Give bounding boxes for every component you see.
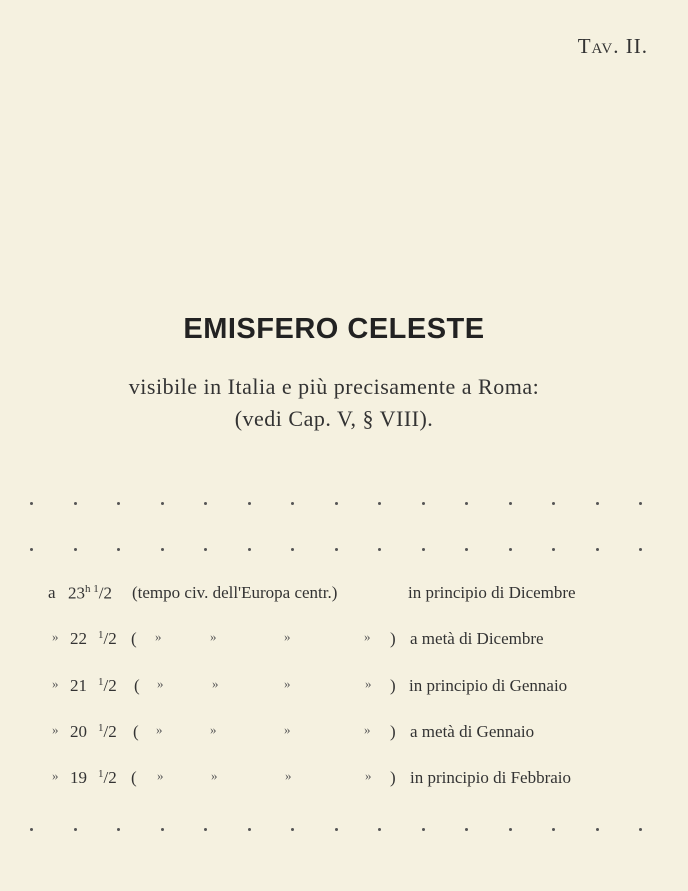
row-fraction: $^1$ /2 bbox=[98, 629, 117, 648]
row-prefix: » bbox=[52, 722, 59, 737]
table-row bbox=[0, 676, 688, 702]
open-paren: ( bbox=[133, 722, 139, 741]
open-paren: ( bbox=[131, 768, 137, 787]
ditto-mark: » bbox=[284, 676, 291, 691]
row-fraction: $^1$ /2 bbox=[98, 722, 117, 741]
page-title: EMISFERO CELESTE bbox=[183, 313, 485, 345]
ditto-mark: » bbox=[212, 676, 219, 691]
close-paren: ) bbox=[390, 722, 396, 741]
table-row bbox=[0, 629, 688, 655]
row-when: a metà di Dicembre bbox=[410, 629, 544, 648]
plate-label: Tav. II. bbox=[577, 34, 648, 58]
table-row bbox=[0, 583, 688, 609]
row-when: a metà di Gennaio bbox=[410, 722, 535, 741]
row-hour: 19 bbox=[70, 768, 87, 787]
close-paren: ) bbox=[390, 768, 396, 787]
ditto-mark: » bbox=[157, 676, 164, 691]
ditto-mark: » bbox=[364, 722, 371, 737]
row-when: in principio di Dicembre bbox=[408, 583, 576, 602]
row-hour: 22 bbox=[70, 629, 87, 648]
open-paren: ( bbox=[131, 629, 137, 648]
row-prefix: » bbox=[52, 629, 59, 644]
ditto-mark: » bbox=[285, 768, 292, 783]
dotted-rule-3 bbox=[30, 828, 642, 831]
row-when: in principio di Febbraio bbox=[410, 768, 572, 787]
ditto-mark: » bbox=[364, 629, 371, 644]
ditto-mark: » bbox=[211, 768, 218, 783]
row-hour: 21 bbox=[70, 676, 87, 695]
open-paren: ( bbox=[134, 676, 140, 695]
row-prefix: a bbox=[48, 583, 56, 602]
row-fraction: $^1$ /2 bbox=[98, 768, 117, 787]
row-fraction: $^1$ /2 bbox=[98, 676, 117, 695]
row-hour: 20 bbox=[70, 722, 87, 741]
ditto-mark: » bbox=[284, 629, 291, 644]
dotted-rule-2 bbox=[30, 548, 642, 551]
ditto-mark: » bbox=[210, 629, 217, 644]
ditto-mark: » bbox=[156, 722, 163, 737]
ditto-mark: » bbox=[365, 768, 372, 783]
subtitle-line-1: visibile in Italia e più precisamente a Roma: bbox=[128, 374, 540, 399]
ditto-mark: » bbox=[365, 676, 372, 691]
ditto-mark: » bbox=[155, 629, 162, 644]
ditto-mark: » bbox=[210, 722, 217, 737]
ditto-mark: » bbox=[157, 768, 164, 783]
table-row bbox=[0, 768, 688, 794]
table-row bbox=[0, 722, 688, 748]
row-prefix: » bbox=[52, 676, 59, 691]
row-hour: $23^{h 1}/2$ bbox=[68, 583, 112, 603]
close-paren: ) bbox=[390, 676, 396, 695]
row-when: in principio di Gennaio bbox=[409, 676, 568, 695]
subtitle-line-2: (vedi Cap. V, § VIII). bbox=[234, 406, 434, 431]
row-detail: (tempo civ. dell'Europa centr.) bbox=[132, 583, 338, 602]
dotted-rule-1 bbox=[30, 502, 642, 505]
ditto-mark: » bbox=[284, 722, 291, 737]
row-prefix: » bbox=[52, 768, 59, 783]
close-paren: ) bbox=[390, 629, 396, 648]
